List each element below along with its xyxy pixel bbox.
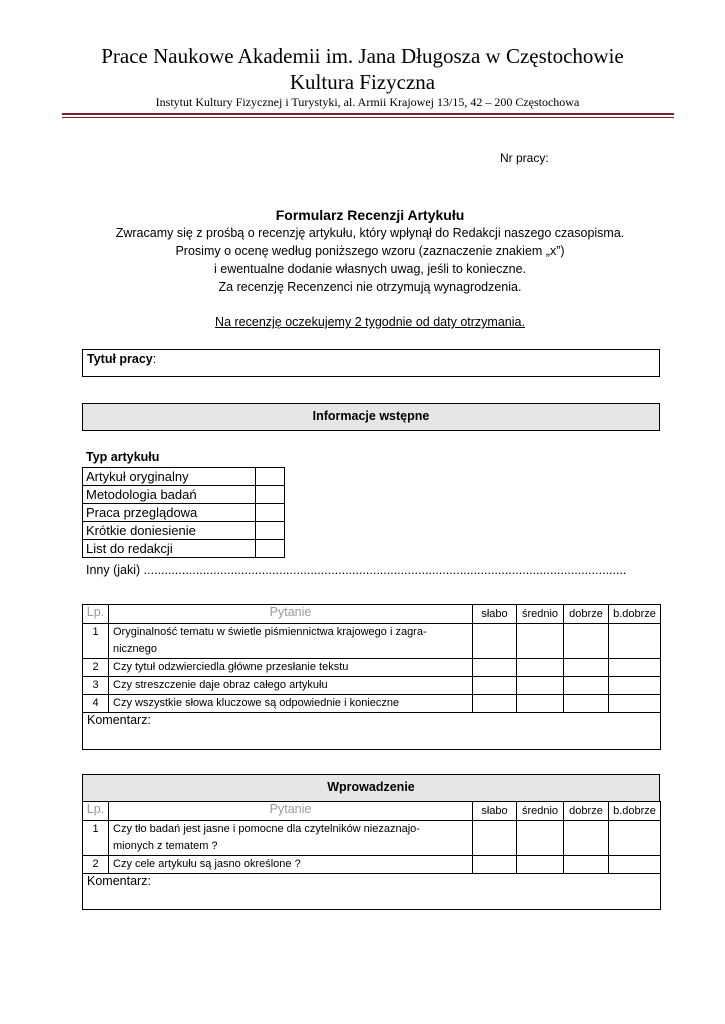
score-cell[interactable] (517, 659, 564, 677)
institute-address: Instytut Kultury Fizycznej i Turystyki, al. Armii Krajowej 13/15, 42 – 200 Częstochowa (155, 95, 580, 109)
question-text (109, 624, 473, 659)
row-number: 4 (83, 695, 109, 713)
type-checkbox[interactable] (256, 540, 285, 558)
score-cell[interactable] (517, 856, 564, 874)
paper-title-field[interactable] (82, 349, 660, 377)
table-row (83, 695, 661, 713)
score-header-good: dobrze (564, 802, 609, 821)
score-header-good: dobrze (564, 605, 609, 624)
intro-line-2: Prosimy o ocenę według poniższego wzoru (zaznaczenie znakiem „x”) (175, 244, 565, 258)
lp-header: Lp. (83, 605, 109, 624)
article-type-table (82, 467, 285, 558)
question-text: Czy cele artykułu są jasno określone ? (109, 856, 473, 874)
score-cell[interactable] (564, 659, 609, 677)
score-cell[interactable] (473, 695, 517, 713)
intro-line-1: Zwracamy się z prośbą o recenzję artykułu, który wpłynął do Redakcji naszego czasopisma. (115, 226, 625, 240)
type-label: Praca przeglądowa (83, 504, 256, 522)
comment-field[interactable]: Komentarz: (83, 713, 661, 750)
journal-title: Prace Naukowe Akademii im. Jana Długosza w Częstochowie (101, 44, 624, 68)
other-type-line[interactable]: Inny (jaki) ........................................................................................................................................... (86, 563, 627, 577)
questions-table-1 (82, 604, 661, 750)
score-header-medium: średnio (517, 802, 564, 821)
score-header-very-good: b.dobrze (609, 802, 661, 821)
article-type-row (83, 504, 285, 522)
row-number: 3 (83, 677, 109, 695)
type-label: List do redakcji (83, 540, 256, 558)
paper-number-label: Nr pracy: (500, 151, 549, 165)
article-type-heading: Typ artykułu (86, 450, 160, 464)
intro-line-3: i ewentualne dodanie własnych uwag, jeśli to konieczne. (214, 262, 526, 276)
table-header-row (83, 605, 661, 624)
table-row (83, 624, 661, 659)
header-rule-thick (62, 113, 674, 115)
score-cell[interactable] (609, 677, 661, 695)
question-header: Pytanie (109, 802, 473, 821)
score-cell[interactable] (564, 856, 609, 874)
score-cell[interactable] (564, 677, 609, 695)
row-number: 1 (83, 821, 109, 856)
header-rule-thin (62, 117, 674, 118)
score-cell[interactable] (564, 821, 609, 856)
journal-subtitle: Kultura Fizyczna (289, 70, 436, 94)
comment-row (83, 874, 661, 910)
question-header: Pytanie (109, 605, 473, 624)
score-cell[interactable] (564, 695, 609, 713)
table-header-row (83, 802, 661, 821)
comment-field[interactable]: Komentarz: (83, 874, 661, 910)
score-cell[interactable] (473, 856, 517, 874)
score-header-very-good: b.dobrze (609, 605, 661, 624)
paper-title-colon: : (152, 352, 157, 366)
row-number: 2 (83, 856, 109, 874)
deadline-note: Na recenzję oczekujemy 2 tygodnie od daty otrzymania. (215, 315, 525, 329)
type-checkbox[interactable] (256, 504, 285, 522)
section-introduction: Wprowadzenie (82, 774, 660, 802)
type-checkbox[interactable] (256, 486, 285, 504)
question-line-2: mionych z tematem ? (113, 840, 218, 852)
question-line-2: nicznego (113, 643, 158, 655)
questions-table-2 (82, 801, 661, 910)
score-cell[interactable] (473, 677, 517, 695)
score-cell[interactable] (517, 624, 564, 659)
type-label: Artykuł oryginalny (83, 468, 256, 486)
score-cell[interactable] (517, 821, 564, 856)
table-row (83, 677, 661, 695)
score-cell[interactable] (517, 695, 564, 713)
type-checkbox[interactable] (256, 522, 285, 540)
question-line-1: Czy tło badań jest jasne i pomocne dla czytelników niezaznajo- (113, 823, 420, 835)
score-cell[interactable] (609, 659, 661, 677)
intro-line-4: Za recenzję Recenzenci nie otrzymują wynagrodzenia. (218, 280, 522, 294)
score-cell[interactable] (609, 695, 661, 713)
lp-header: Lp. (83, 802, 109, 821)
question-text (109, 821, 473, 856)
form-title: Formularz Recenzji Artykułu (275, 207, 465, 223)
score-cell[interactable] (517, 677, 564, 695)
row-number: 1 (83, 624, 109, 659)
score-cell[interactable] (609, 856, 661, 874)
score-header-medium: średnio (517, 605, 564, 624)
article-type-row (83, 486, 285, 504)
type-checkbox[interactable] (256, 468, 285, 486)
score-cell[interactable] (609, 624, 661, 659)
type-label: Krótkie doniesienie (83, 522, 256, 540)
question-text: Czy wszystkie słowa kluczowe są odpowiednie i konieczne (109, 695, 473, 713)
score-header-weak: słabo (473, 802, 517, 821)
question-line-1: Oryginalność tematu w świetle piśmiennictwa krajowego i zagra- (113, 626, 427, 638)
score-cell[interactable] (609, 821, 661, 856)
score-cell[interactable] (473, 821, 517, 856)
section-intro-info: Informacje wstępne (82, 403, 660, 431)
table-row (83, 856, 661, 874)
table-row (83, 821, 661, 856)
article-type-row (83, 522, 285, 540)
score-cell[interactable] (473, 659, 517, 677)
question-text: Czy streszczenie daje obraz całego artykułu (109, 677, 473, 695)
score-cell[interactable] (564, 624, 609, 659)
score-cell[interactable] (473, 624, 517, 659)
table-row (83, 659, 661, 677)
article-type-row (83, 468, 285, 486)
score-header-weak: słabo (473, 605, 517, 624)
paper-title-label: Tytuł pracy (87, 352, 153, 366)
row-number: 2 (83, 659, 109, 677)
question-text: Czy tytuł odzwierciedla główne przesłanie tekstu (109, 659, 473, 677)
type-label: Metodologia badań (83, 486, 256, 504)
comment-row (83, 713, 661, 750)
article-type-row (83, 540, 285, 558)
